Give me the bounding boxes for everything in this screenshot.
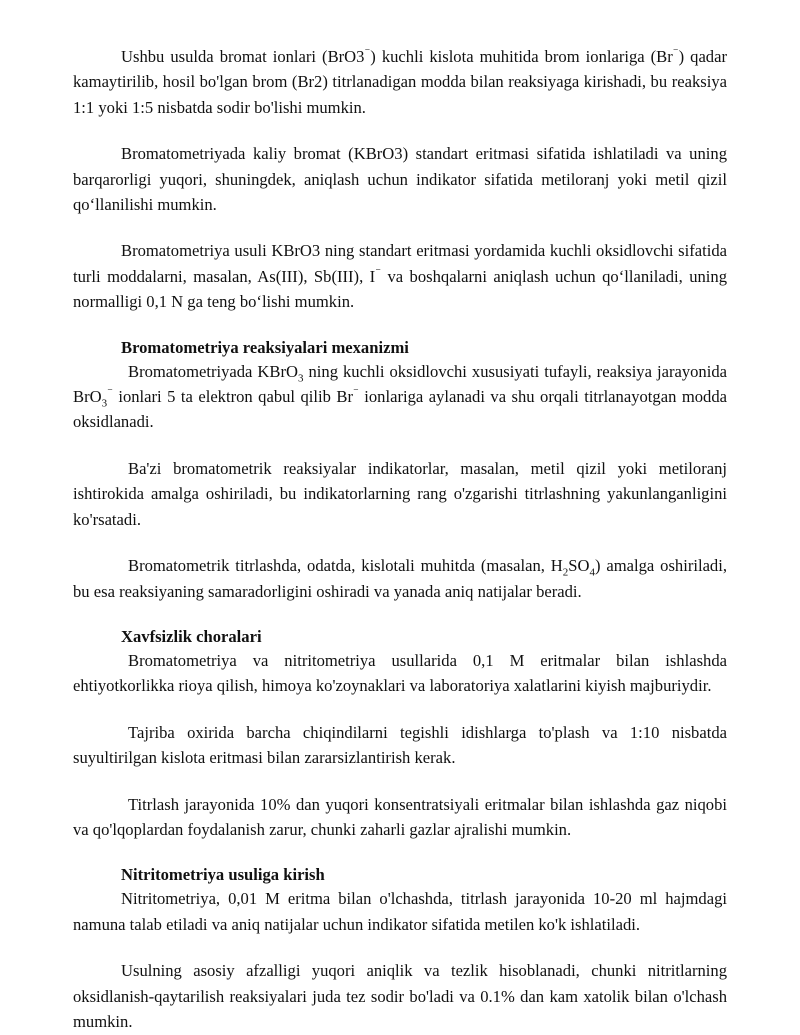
paragraph-mechanism: Bromatometriyada KBrO$_3$ ning kuchli oksidlovchi xususiyati tufayli, reaksiya jarayonida BrO$_3$⁻ ionlari 5 ta elektron qabul qilib Br⁻ ionlariga aylanadi va shu orqali titrlanayotgan modda oksidlanadi. [73, 361, 727, 432]
paragraph-waste-disposal: Tajriba oxirida barcha chiqindilarni tegishli idishlarga to'plash va 1:10 nisbatda suyultirilgan kislota eritmasi bilan zararsizlantirish kerak. [73, 722, 727, 768]
heading-safety-measures: Xavfsizlik choralari [121, 626, 262, 646]
document-page [73, 44, 727, 1034]
paragraph-nitritometry-advantage: Usulning asosiy afzalligi yuqori aniqlik va tezlik hisoblanadi, chunki nitritlarning oksidlanish-qaytarilish reaksiyalari juda tez sodir bo'ladi va 0.1% dan kam xatolik bilan o'lchash mumkin. [73, 961, 727, 1031]
paragraph-indicators: Ba'zi bromatometrik reaksiyalar indikatorlar, masalan, metil qizil yoki metiloranj ishtirokida amalga oshiriladi, bu indikatorlarning rang o'zgarishi titrlashning yakunlanganligini ko'rsatadi. [73, 458, 727, 529]
paragraph-bromate-reduction: Ushbu usulda bromat ionlari (BrO3⁻) kuchli kislota muhitida brom ionlariga (Br⁻) qadar kamaytirilib, hosil bo'lgan brom (Br2) titrlanadigan modda bilan reaksiyaga kirishadi, bu reaksiya 1:1 yoki 1:5 nisbatda sodir bo'lishi mumkin. [73, 46, 727, 117]
heading-nitritometry-intro: Nitritometriya usuliga kirish [121, 865, 325, 885]
paragraph-bromatometry-usage: Bromatometriya usuli KBrO3 ning standart eritmasi yordamida kuchli oksidlovchi sifatida turli moddalarni, masalan, As(III), Sb(III), I⁻ va boshqalarni aniqlash uchun qo‘llaniladi, uning normalligi 0,1 N ga teng bo‘lishi mumkin. [73, 241, 728, 312]
paragraph-potassium-bromate: Bromatometriyada kaliy bromat (KBrO3) standart eritmasi sifatida ishlatiladi va uning barqarorligi yuqori, shuningdek, aniqlash uchun indikator sifatida metiloranj yoki metil qizil qo‘llanilishi mumkin. [73, 144, 727, 215]
heading-reaction-mechanism: Bromatometriya reaksiyalari mexanizmi [121, 337, 409, 357]
paragraph-gas-mask: Titrlash jarayonida 10% dan yuqori konsentratsiyali eritmalar bilan ishlashda gaz niqobi va qo'lqoplardan foydalanish zarur, chunki zaharli gazlar ajralishi mumkin. [73, 794, 727, 839]
paragraph-acid-medium: Bromatometrik titrlashda, odatda, kislotali muhitda (masalan, $H_2SO_4$) amalga oshiriladi, bu esa reaksiyaning samaradorligini oshiradi va yanada aniq natijalar beradi. [73, 556, 727, 601]
paragraph-safety-equipment: Bromatometriya va nitritometriya usullarida 0,1 M eritmalar bilan ishlashda ehtiyotkorlikka rioya qilish, himoya ko'zoynaklari va laboratoriya xalatlarini kiyish majburiydir. [73, 650, 727, 696]
paragraph-nitritometry-sample: Nitritometriya, 0,01 M eritma bilan o'lchashda, titrlash jarayonida 10-20 ml hajmdagi namuna talab etiladi va aniq natijalar uchun indikator sifatida metilen ko'k ishlatiladi. [73, 889, 727, 934]
